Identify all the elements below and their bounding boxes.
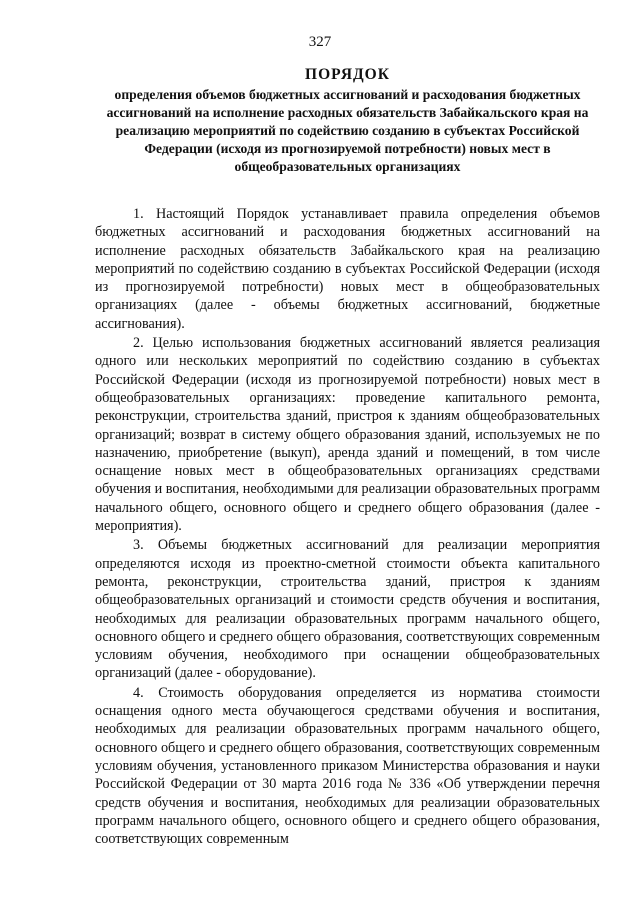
paragraph-4: 4. Стоимость оборудования определяется из норматива стоимости оснащения одного места обучающегося средствами обучения и воспитания, необходимых для реализации образовательных программ начального общего, основного общего и среднего общего образования, соответствующих современным условиям обучения, установленного приказом Министерства образования и науки Российской Федерации от 30 марта 2016 года № 336 «Об утверждении перечня средств обучения и воспитания, необходимых для реализации образовательных программ начального общего, основного общего и среднего общего образования, соответствующих современным [95,684,600,848]
document-title: ПОРЯДОК [305,66,390,83]
paragraph-2: 2. Целью использования бюджетных ассигнований является реализация одного или нескольких мероприятий по содействию созданию в субъектах Российской Федерации (исходя из прогнозируемой потребности) новых мест в общеобразовательных организациях: проведение капитального ремонта, реконструкции, строительства зданий, пристроя к зданиям общеобразовательных организаций; возврат в систему общего образования зданий, используемых не по назначению, приобретение (выкуп), аренда зданий и помещений, в том числе оснащение новых мест в общеобразовательных организациях средствами обучения и воспитания, необходимыми для реализации образовательных программ начального общего, основного общего и среднего общего образования (далее - мероприятия). [95,335,600,535]
paragraph-1: 1. Настоящий Порядок устанавливает правила определения объемов бюджетных ассигнований и расходования бюджетных ассигнований на исполнение расходных обязательств Забайкальского края на реализацию мероприятий по содействию созданию в субъектах Российской Федерации (исходя из прогнозируемой потребности) новых мест в общеобразовательных организациях (далее - объемы бюджетных ассигнований, бюджетные ассигнования). [95,206,600,332]
title-block [95,66,600,176]
document-body [95,205,600,849]
paragraph-3: 3. Объемы бюджетных ассигнований для реализации мероприятия определяются исходя из проектно-сметной стоимости объекта капитального ремонта, реконструкции, строительства зданий, пристроя к зданиям общеобразовательных организаций и стоимости средств обучения и воспитания, необходимых для реализации образовательных программ начального общего, основного общего и среднего общего образования, соответствующих современным условиям обучения, необходимого при оснащении общеобразовательных организаций (далее - оборудование). [95,537,600,682]
page-number: 327 [308,34,332,50]
document-subtitle: определения объемов бюджетных ассигнований и расходования бюджетных ассигнований на исполнение расходных обязательств Забайкальского края на реализацию мероприятий по содействию созданию в субъектах Российской Федерации (исходя из прогнозируемой потребности) новых мест в общеобразовательных организациях [106,87,589,174]
